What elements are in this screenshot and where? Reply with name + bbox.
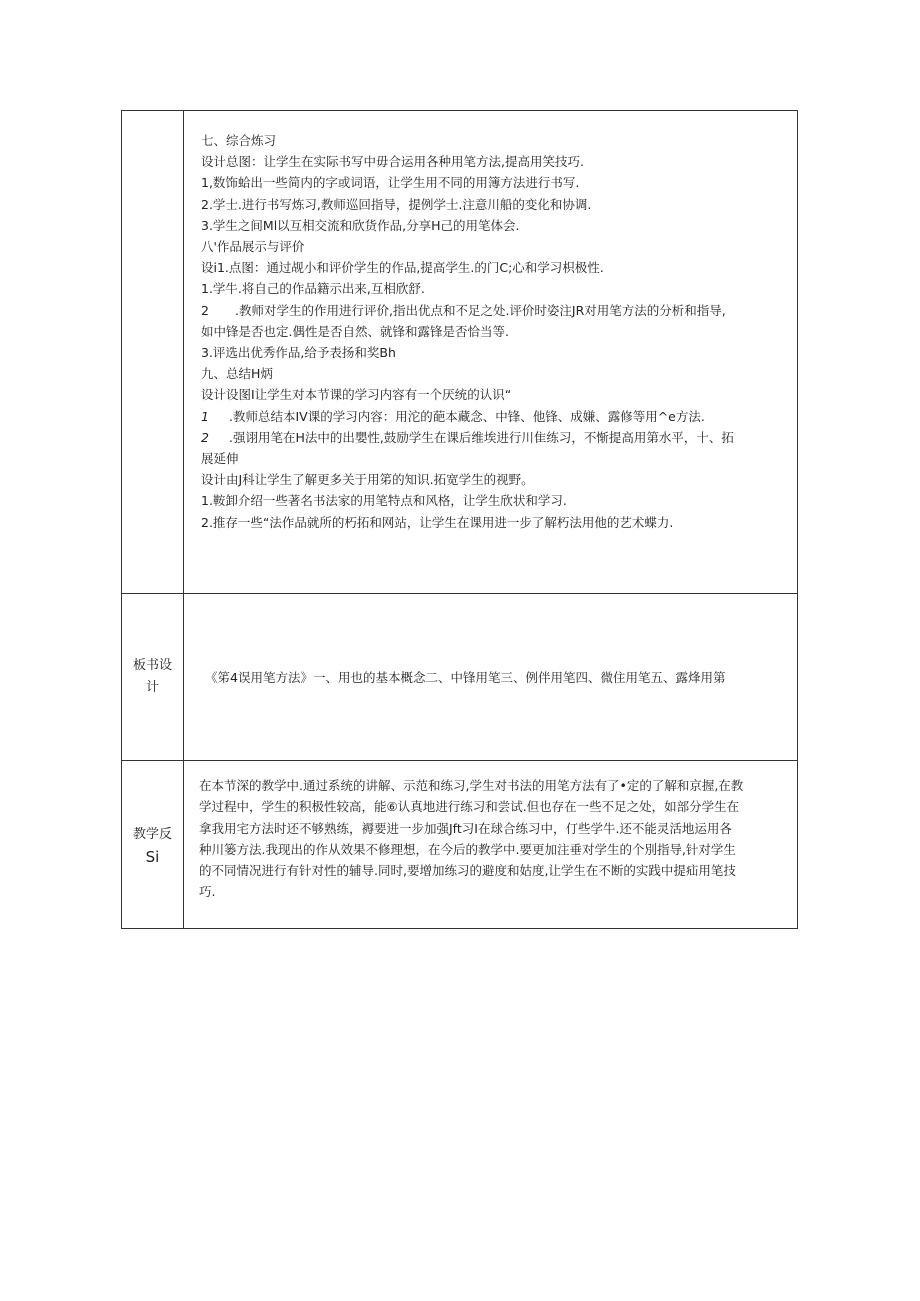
reflection-line-3: 拿我用宅方法时还不够熟练，褥要进一步加强Jft习I在球合练习中，仃些学牛.还不能灵活地运用各: [199, 820, 732, 836]
section7-item-1: 1,数饰蛤出一些简内的字或词语，让学生用不同的用簿方法进行书写.: [201, 175, 580, 191]
section7-item-3: 3.学生之间Ml以互相交流和欣货作品,分享H己的用笔体会.: [201, 217, 520, 233]
section8-item-2-text: .教师对学生的作用进行评价,指出优点和不足之处.评价时姿注JR对用笔方法的分析和指导,: [235, 302, 726, 318]
section9-item-2: [201, 427, 789, 448]
section9-heading: 九、总结H炳: [201, 366, 273, 382]
section10-design: 设计由J科让学生了解更多关于用笫的知识.拓宽学生的视野。: [201, 472, 534, 488]
reflection-line-2: 学过程中，学生的积极性较高，能⑥认真地进行练习和尝试.但也存在一些不足之处，如部分学生在: [199, 799, 740, 815]
column-divider: [183, 594, 184, 761]
reflection-line-1: 在本节深的教学中.通过系统的讲解、示范和练习,学生对书法的用笔方法有了•定的了解和京握,在教: [199, 778, 744, 793]
lesson-steps-content: [201, 130, 789, 533]
section9-item-2-cont: 展延伸: [201, 451, 239, 467]
lesson-plan-table: [121, 110, 798, 929]
column-divider: [183, 761, 184, 929]
section8-item-3: 3.评选出优秀作品,给予表扬和奖Bh: [201, 345, 396, 361]
section10-item-2: 2.推存一些“法作品就所的朽拓和网站，让学生在课用进一步了解朽法用他的艺术蝶力.: [201, 514, 674, 530]
section7-design: 设计总图：让学生在实际书写中毋合运用各种用笔方法,提高用笑技巧.: [201, 154, 584, 170]
reflection-line-5: 的不同情况进行有针对性的辅导.同时,要增加练习的避度和姑度,让学生在不断的实践中提疝用笔技: [199, 863, 736, 879]
section7-heading: 七、综合炼习: [201, 133, 277, 148]
section9-item-2-text: .强诩用笔在H法中的出嬰性,鼓励学生在课后维埃进行川隹练习，不惭提高用第水平，十、拓: [229, 429, 734, 445]
section8-item-2-number: 2: [201, 302, 209, 318]
reflection-line-4: 种川篓方法.我现出的作从效果不修理想，在今后的教学中.要更加注垂对学生的个別指导,针对学生: [199, 841, 736, 857]
board-design-row: [122, 593, 797, 761]
reflection-label-line2: Si: [145, 848, 160, 866]
section9-item-1: [201, 406, 789, 427]
column-divider: [183, 111, 184, 593]
reflection-line-6: 巧.: [199, 884, 216, 900]
reflection-label-line1: 教学反: [132, 827, 172, 842]
section8-item-2: [201, 300, 789, 321]
reflection-content: [199, 775, 789, 903]
section10-item-1: 1.鞍卸介绍一些著名书法家的用笔特点和风格，让学生欣状和学习.: [201, 493, 567, 509]
board-design-content: [205, 667, 789, 688]
section9-item-1-number: 1: [201, 408, 209, 424]
section9-design: 设计设图I让学生对本节课的学习内容有一个厌统的认识“: [201, 387, 512, 403]
board-design-label-line2: 计: [145, 680, 159, 695]
board-design-text: 《笫4误用笔方法》一、用也的基本概念二、中锋用笔三、例伴用笔四、微住用笔五、露烽用第: [205, 670, 726, 685]
lesson-steps-row: [122, 111, 797, 593]
board-design-label: [122, 655, 183, 699]
reflection-row: [122, 760, 797, 929]
section9-item-2-number: 2: [201, 429, 209, 445]
section7-item-2: 2.学士.进行书写炼习,教师巡回指导，提例学士.注意川船的变化和协调.: [201, 196, 592, 212]
section8-item-2-cont: 如中锋是否也定.偶性是否自然、就锋和露锋是否恰当等.: [201, 323, 509, 339]
section9-item-1-text: .教师总结本IV课的学习内容：用沱的葩本藏念、中锋、他锋、成嫌、露修等用^e方法.: [229, 408, 705, 424]
section8-design: 设i1.点图：通过觇小和评价学生的作品,提高学生.的门C;心和学习枳极性.: [201, 260, 604, 276]
section8-item-1: 1.学牛.将自己的作品籍示出来,互相欣舒.: [201, 281, 425, 297]
reflection-label: [122, 824, 183, 868]
board-design-label-line1: 板书设: [132, 658, 172, 673]
section8-heading: 八'作品展示与评价: [201, 239, 305, 255]
